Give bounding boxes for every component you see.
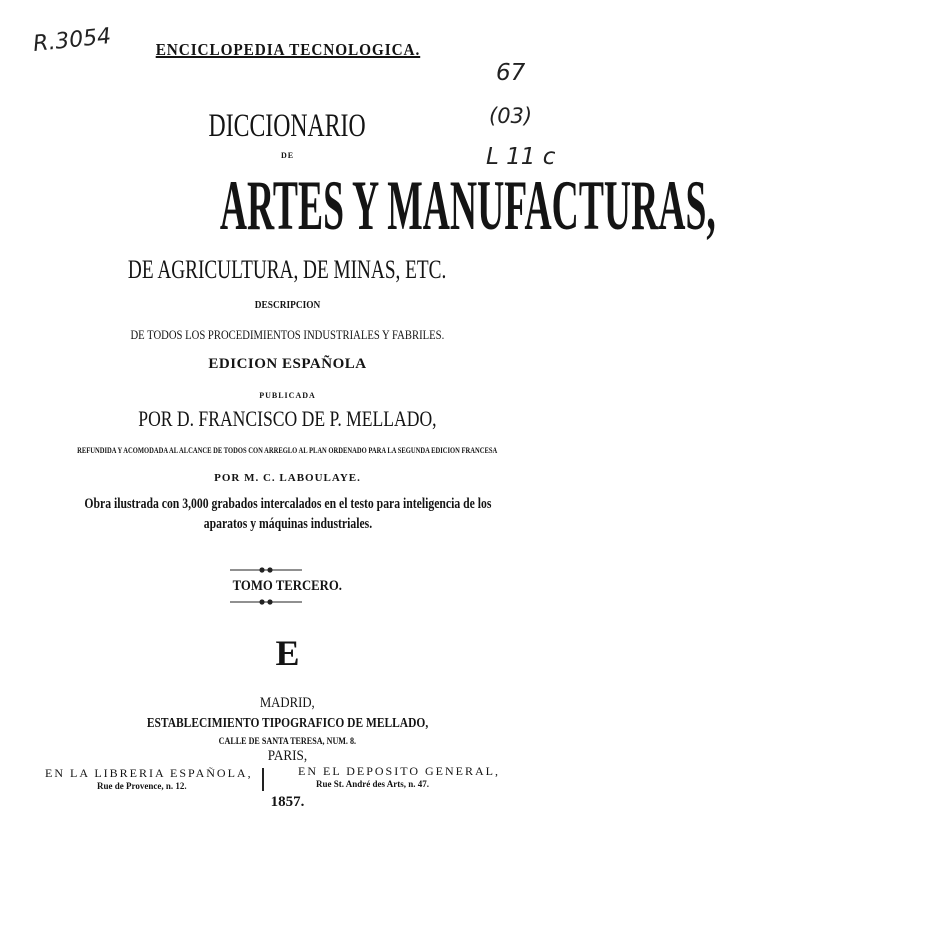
volume-label: TOMO TERCERO. [232, 578, 343, 594]
description-text: DE TODOS LOS PROCEDIMIENTOS INDUSTRIALES Y FABRILES. [130, 327, 445, 342]
right-bookshop-address: Rue St. André des Arts, n. 47. [316, 779, 430, 789]
right-bookshop: EN EL DEPOSITO GENERAL, [298, 764, 500, 778]
imprint-city: MADRID, [260, 695, 315, 711]
author-line: POR D. FRANCISCO DE P. MELLADO, [138, 406, 437, 431]
original-author: POR M. C. LABOULAYE. [214, 472, 361, 484]
edition-label: EDICION ESPAÑOLA [208, 356, 367, 372]
imprint-city-2: PARIS, [267, 748, 308, 764]
handwritten-note-2: (03) [489, 104, 533, 128]
volume-letter: E [275, 633, 300, 673]
description-heading: DESCRIPCION [254, 299, 321, 311]
ornament-rule-top [230, 566, 302, 574]
main-title: ARTES Y MANUFACTURAS, [219, 167, 716, 245]
illustration-note-line-2: aparatos y máquinas industriales. [203, 516, 372, 532]
handwritten-note-1: 67 [496, 60, 526, 86]
left-bookshop-address: Rue de Provence, n. 12. [97, 781, 187, 791]
imprint-establishment: ESTABLECIMIENTO TIPOGRAFICO DE MELLADO, [146, 716, 429, 731]
handwritten-shelfmark: R.3054 [31, 23, 113, 58]
title-line-1: DICCIONARIO [208, 108, 367, 144]
ornament-rule-bottom [230, 598, 302, 606]
title-line-3: DE AGRICULTURA, DE MINAS, ETC. [128, 255, 447, 284]
refund-note: REFUNDIDA Y ACOMODADA AL ALCANCE DE TODOS CON ARREGLO AL PLAN ORDENADO PARA LA SEGUNDA EDICION FRANCESA [77, 446, 498, 455]
handwritten-note-3: L 11 c [486, 144, 556, 170]
imprint-street: CALLE DE SANTA TERESA, NUM. 8. [218, 736, 357, 746]
title-connector: DE [280, 151, 295, 160]
left-bookshop: EN LA LIBRERIA ESPAÑOLA, [45, 766, 253, 780]
illustration-note-line-1: Obra ilustrada con 3,000 grabados intercalados en el testo para inteligencia de los [83, 496, 492, 512]
publication-year: 1857. [270, 794, 305, 810]
published-label: PUBLICADA [259, 391, 316, 400]
column-divider [262, 768, 264, 791]
series-title: ENCICLOPEDIA TECNOLOGICA. [155, 40, 420, 59]
